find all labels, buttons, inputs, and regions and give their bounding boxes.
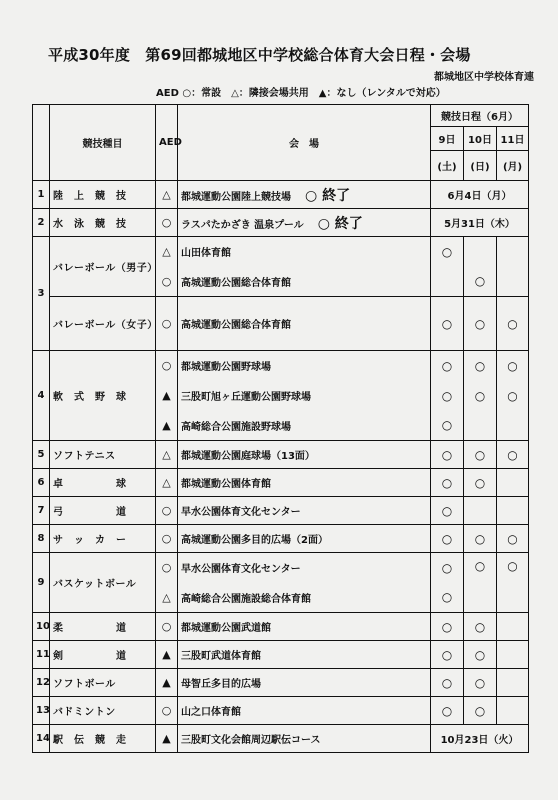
row-number: 5 <box>33 441 50 469</box>
table-row <box>33 697 529 725</box>
venue-cell <box>178 209 431 237</box>
table-row <box>33 613 529 641</box>
schedule-mark: ○ <box>431 237 464 267</box>
venue-name: 都城運動公園武道館 <box>178 613 431 641</box>
event-name: 弓 道 <box>50 497 156 525</box>
schedule-mark: ○ <box>464 525 497 553</box>
header-aed: AED <box>156 105 178 181</box>
schedule-mark: ○ <box>497 351 529 381</box>
schedule-mark: ○ <box>431 411 464 441</box>
table-row <box>33 237 529 267</box>
row-number: 3 <box>33 237 50 351</box>
table-row <box>33 725 529 753</box>
header-day-11: 11日 <box>497 127 529 151</box>
schedule-mark: ○ <box>464 297 497 351</box>
schedule-empty <box>497 613 529 641</box>
schedule-empty <box>497 411 529 441</box>
row-number: 11 <box>33 641 50 669</box>
table-row <box>33 297 529 351</box>
venue-name: ラスパたかざき 温泉プール <box>181 219 304 231</box>
aed-mark: ○ <box>156 351 178 381</box>
schedule-mark: ○ <box>464 267 497 297</box>
venue-cell <box>178 181 431 209</box>
aed-mark: △ <box>156 469 178 497</box>
header-day-10: 10日 <box>464 127 497 151</box>
event-name: 柔 道 <box>50 613 156 641</box>
aed-mark: ○ <box>156 297 178 351</box>
table-row <box>33 525 529 553</box>
schedule-date: 10月23日（火） <box>431 725 529 753</box>
table-row <box>33 469 529 497</box>
venue-name: 高城運動公園総合体育館 <box>178 267 431 297</box>
header-schedule: 競技日程（6月） <box>431 105 529 127</box>
event-name: 駅 伝 競 走 <box>50 725 156 753</box>
handwritten-note: ○ 終了 <box>305 187 351 204</box>
event-name: 卓 球 <box>50 469 156 497</box>
schedule-mark: ○ <box>431 297 464 351</box>
schedule-empty <box>497 669 529 697</box>
schedule-mark: ○ <box>431 497 464 525</box>
schedule-empty <box>464 237 497 267</box>
schedule-mark: ○ <box>431 381 464 411</box>
venue-name: 高崎総合公園施設野球場 <box>178 411 431 441</box>
schedule-mark: ○ <box>431 441 464 469</box>
event-name: バレーボール（女子） <box>50 297 156 351</box>
aed-mark: ▲ <box>156 725 178 753</box>
schedule-mark: ○ <box>464 553 497 613</box>
venue-name: 早水公園体育文化センター <box>178 497 431 525</box>
event-name: ソフトボール <box>50 669 156 697</box>
schedule-mark: ○ <box>497 381 529 411</box>
schedule-empty <box>497 641 529 669</box>
schedule-mark: ○ <box>497 525 529 553</box>
aed-mark: ○ <box>156 525 178 553</box>
venue-name: 山之口体育館 <box>178 697 431 725</box>
venue-name: 都城運動公園陸上競技場 <box>181 191 291 203</box>
schedule-mark: ○ <box>464 613 497 641</box>
aed-mark: ▲ <box>156 381 178 411</box>
venue-name: 山田体育館 <box>178 237 431 267</box>
schedule-date: 6月4日（月） <box>431 181 529 209</box>
schedule-empty <box>497 497 529 525</box>
event-name: サ ッ カ ー <box>50 525 156 553</box>
row-number: 10 <box>33 613 50 641</box>
schedule-empty <box>464 411 497 441</box>
aed-mark: ○ <box>156 613 178 641</box>
event-name: 陸 上 競 技 <box>50 181 156 209</box>
aed-mark: ○ <box>156 209 178 237</box>
table-row <box>33 553 529 583</box>
schedule-empty <box>497 469 529 497</box>
row-number: 1 <box>33 181 50 209</box>
schedule-mark: ○ <box>431 697 464 725</box>
venue-name: 高城運動公園総合体育館 <box>178 297 431 351</box>
aed-mark: ○ <box>156 697 178 725</box>
aed-mark: △ <box>156 441 178 469</box>
table-row <box>33 181 529 209</box>
row-number: 6 <box>33 469 50 497</box>
event-name: 水 泳 競 技 <box>50 209 156 237</box>
schedule-mark: ○ <box>464 351 497 381</box>
table-row <box>33 497 529 525</box>
aed-mark: ▲ <box>156 669 178 697</box>
table-row <box>33 641 529 669</box>
event-name: 軟 式 野 球 <box>50 351 156 441</box>
handwritten-note: ○ 終了 <box>317 215 363 232</box>
aed-mark: △ <box>156 237 178 267</box>
event-name: ソフトテニス <box>50 441 156 469</box>
schedule-date: 5月31日（木） <box>431 209 529 237</box>
table-row <box>33 669 529 697</box>
schedule-mark: ○ <box>431 525 464 553</box>
header-venue: 会 場 <box>178 105 431 181</box>
schedule-mark: ○ <box>497 553 529 613</box>
schedule-mark: ○ <box>497 297 529 351</box>
event-name: 剣 道 <box>50 641 156 669</box>
row-number: 2 <box>33 209 50 237</box>
schedule-mark: ○ <box>431 613 464 641</box>
schedule-mark: ○ <box>431 553 464 583</box>
schedule-mark: ○ <box>464 469 497 497</box>
row-number: 14 <box>33 725 50 753</box>
aed-mark: △ <box>156 181 178 209</box>
schedule-empty <box>497 237 529 297</box>
venue-name: 高崎総合公園施設総合体育館 <box>178 583 431 613</box>
row-number: 4 <box>33 351 50 441</box>
venue-name: 母智丘多目的広場 <box>178 669 431 697</box>
schedule-mark: ○ <box>464 697 497 725</box>
schedule-mark: ○ <box>431 641 464 669</box>
row-number: 7 <box>33 497 50 525</box>
aed-mark: ○ <box>156 497 178 525</box>
schedule-mark: ○ <box>431 469 464 497</box>
page-title: 平成30年度 第69回都城地区中学校総合体育大会日程・会場 <box>48 46 471 64</box>
schedule-mark: ○ <box>431 669 464 697</box>
venue-name: 都城運動公園野球場 <box>178 351 431 381</box>
schedule-mark: ○ <box>431 583 464 613</box>
schedule-mark: ○ <box>497 441 529 469</box>
event-name: バレーボール（男子） <box>50 237 156 297</box>
header-day-9: 9日 <box>431 127 464 151</box>
venue-name: 三股町旭ヶ丘運動公園野球場 <box>178 381 431 411</box>
aed-mark: △ <box>156 583 178 613</box>
aed-legend: AED ○：常設 △：隣接会場共用 ▲：なし（レンタルで対応） <box>156 88 446 99</box>
aed-mark: ○ <box>156 553 178 583</box>
schedule-empty <box>497 697 529 725</box>
row-number: 13 <box>33 697 50 725</box>
venue-name: 三股町武道体育館 <box>178 641 431 669</box>
organizer-label: 都城地区中学校体育連 <box>434 72 534 83</box>
event-name: バドミントン <box>50 697 156 725</box>
schedule-empty <box>464 497 497 525</box>
table-row <box>33 351 529 381</box>
venue-name: 都城運動公園体育館 <box>178 469 431 497</box>
venue-name: 三股町文化会館周辺駅伝コース <box>178 725 431 753</box>
venue-name: 都城運動公園庭球場（13面） <box>178 441 431 469</box>
row-number: 12 <box>33 669 50 697</box>
aed-mark: ▲ <box>156 641 178 669</box>
header-weekday-10: (日) <box>464 151 497 181</box>
header-event: 競技種目 <box>50 105 156 181</box>
table-row <box>33 209 529 237</box>
row-number: 8 <box>33 525 50 553</box>
schedule-mark: ○ <box>464 381 497 411</box>
header-weekday-9: (土) <box>431 151 464 181</box>
row-number: 9 <box>33 553 50 613</box>
schedule-empty <box>431 267 464 297</box>
venue-name: 高城運動公園多目的広場（2面） <box>178 525 431 553</box>
aed-mark: ○ <box>156 267 178 297</box>
schedule-mark: ○ <box>464 641 497 669</box>
header-no-cell <box>33 105 50 181</box>
schedule-mark: ○ <box>464 669 497 697</box>
event-name: バスケットボール <box>50 553 156 613</box>
table-row <box>33 441 529 469</box>
schedule-mark: ○ <box>431 351 464 381</box>
schedule-table <box>32 104 529 753</box>
schedule-mark: ○ <box>464 441 497 469</box>
header-weekday-11: (月) <box>497 151 529 181</box>
venue-name: 早水公園体育文化センター <box>178 553 431 583</box>
aed-mark: ▲ <box>156 411 178 441</box>
